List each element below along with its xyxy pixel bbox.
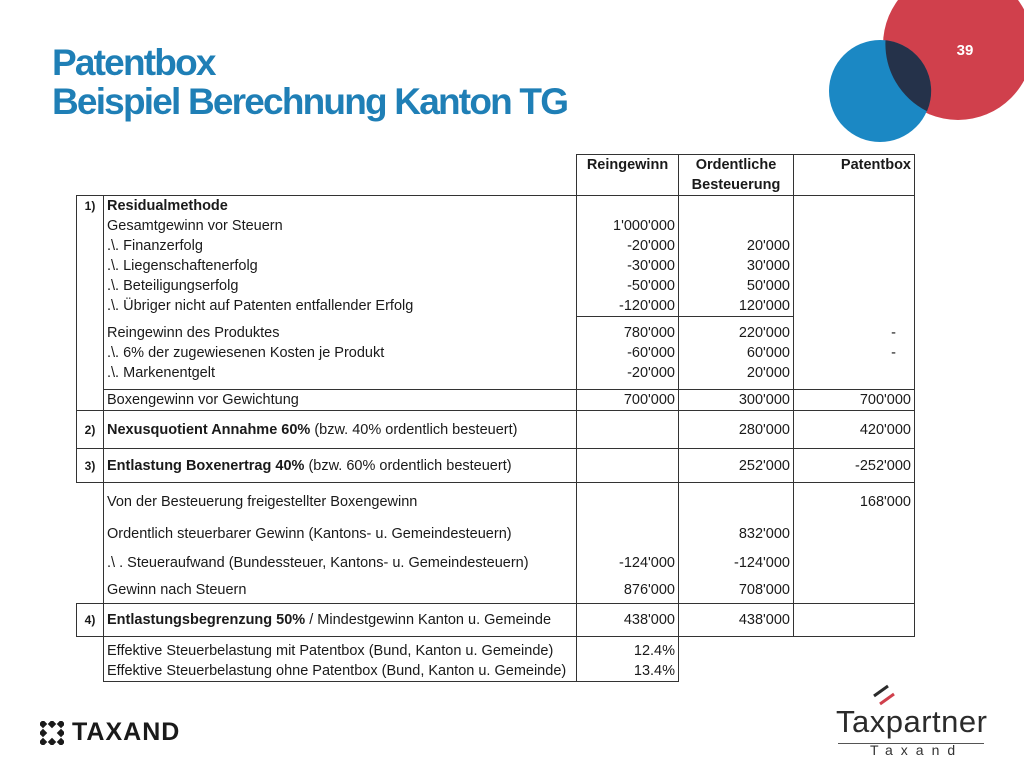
value-patentbox	[794, 216, 915, 236]
value-ordentlich: 832'000	[679, 521, 794, 548]
value-reingewinn: 438'000	[577, 604, 679, 637]
value-patentbox	[794, 236, 915, 256]
value-ordentlich: 20'000	[679, 363, 794, 383]
row-label: Gesamtgewinn vor Steuern	[104, 216, 577, 236]
value-ordentlich: 220'000	[679, 323, 794, 343]
value-patentbox	[794, 521, 915, 548]
header-ordentliche: Ordentliche	[679, 155, 794, 176]
value-ordentlich: 50'000	[679, 276, 794, 296]
section-number: 2)	[77, 411, 104, 449]
value-ordentlich: 280'000	[679, 411, 794, 449]
value-patentbox	[794, 296, 915, 317]
effective-row	[77, 661, 915, 681]
taxand-wordmark: TAXAND	[72, 718, 181, 746]
value-patentbox: -252'000	[794, 449, 915, 483]
value-reingewinn: -20'000	[577, 363, 679, 383]
value-ordentlich	[679, 483, 794, 521]
value-reingewinn	[577, 411, 679, 449]
value-reingewinn	[577, 483, 679, 521]
row-label: Boxengewinn vor Gewichtung	[104, 390, 577, 411]
row-label: Effektive Steuerbelastung mit Patentbox (Bund, Kanton u. Gemeinde)	[104, 641, 577, 661]
value-patentbox: -	[794, 343, 915, 363]
table-row	[77, 216, 915, 236]
value-ordentlich: 60'000	[679, 343, 794, 363]
table-row	[77, 363, 915, 383]
value-reingewinn	[577, 521, 679, 548]
table-row	[77, 323, 915, 343]
value-effective: 13.4%	[577, 661, 679, 681]
section-number: 1)	[77, 196, 104, 217]
table-row	[77, 276, 915, 296]
value-patentbox	[794, 604, 915, 637]
row-label: Gewinn nach Steuern	[104, 578, 577, 604]
value-reingewinn: 876'000	[577, 578, 679, 604]
page-title: Patentbox	[52, 42, 215, 83]
section-note: (bzw. 40% ordentlich besteuert)	[314, 421, 518, 438]
value-patentbox	[794, 578, 915, 604]
table-row	[77, 521, 915, 548]
section-4-row	[77, 604, 915, 637]
row-label: .\ . Steueraufwand (Bundessteuer, Kantons- u. Gemeindesteuern)	[104, 548, 577, 578]
value-reingewinn: -124'000	[577, 548, 679, 578]
section-3-row	[77, 449, 915, 483]
header-row	[77, 155, 915, 176]
value-reingewinn: -50'000	[577, 276, 679, 296]
value-ordentlich: 20'000	[679, 236, 794, 256]
row-label: .\. 6% der zugewiesenen Kosten je Produkt	[104, 343, 577, 363]
table-row	[77, 548, 915, 578]
section-note: / Mindestgewinn Kanton u. Gemeinde	[309, 612, 552, 628]
section-title: Entlastungsbegrenzung 50%	[107, 612, 306, 628]
calculation-table	[76, 154, 915, 682]
value-ordentlich: 438'000	[679, 604, 794, 637]
row-label: Reingewinn des Produktes	[104, 323, 577, 343]
header-row-2	[77, 175, 915, 196]
row-label: .\. Beteiligungserfolg	[104, 276, 577, 296]
value-reingewinn: 1'000'000	[577, 216, 679, 236]
section-number: 3)	[77, 449, 104, 483]
taxand-logo	[40, 718, 180, 747]
section-number: 4)	[77, 604, 104, 637]
value-ordentlich: 300'000	[679, 390, 794, 411]
row-label: .\. Markenentgelt	[104, 363, 577, 383]
page-number: 39	[956, 42, 974, 59]
value-ordentlich: -124'000	[679, 548, 794, 578]
section-title: Residualmethode	[104, 196, 577, 217]
value-reingewinn: 700'000	[577, 390, 679, 411]
table-row	[77, 343, 915, 363]
value-patentbox: 420'000	[794, 411, 915, 449]
value-reingewinn: -30'000	[577, 256, 679, 276]
table-row	[77, 296, 915, 317]
section-title: Nexusquotient Annahme 60%	[107, 421, 311, 438]
section-title: Entlastung Boxenertrag 40%	[107, 457, 305, 474]
row-label: .\. Übriger nicht auf Patenten entfallender Erfolg	[104, 296, 577, 317]
value-ordentlich: 252'000	[679, 449, 794, 483]
table-row	[77, 236, 915, 256]
page-subtitle: Beispiel Berechnung Kanton TG	[52, 81, 568, 122]
value-reingewinn	[577, 449, 679, 483]
value-reingewinn: -120'000	[577, 296, 679, 317]
table-row	[77, 256, 915, 276]
row-label: Ordentlich steuerbarer Gewinn (Kantons- u. Gemeindesteuern)	[104, 521, 577, 548]
header-reingewinn: Reingewinn	[577, 155, 679, 176]
value-patentbox	[794, 363, 915, 383]
value-effective: 12.4%	[577, 641, 679, 661]
row-label: .\. Liegenschaftenerfolg	[104, 256, 577, 276]
header-patentbox: Patentbox	[794, 155, 915, 176]
section-note: (bzw. 60% ordentlich besteuert)	[308, 457, 512, 474]
value-patentbox	[794, 256, 915, 276]
taxand-mark-icon	[40, 721, 64, 745]
value-ordentlich: 120'000	[679, 296, 794, 317]
value-reingewinn: -60'000	[577, 343, 679, 363]
effective-row	[77, 641, 915, 661]
table-row	[77, 578, 915, 604]
value-patentbox: 168'000	[794, 483, 915, 521]
value-ordentlich: 30'000	[679, 256, 794, 276]
value-patentbox: -	[794, 323, 915, 343]
value-patentbox	[794, 548, 915, 578]
value-ordentlich	[679, 216, 794, 236]
taxpartner-subline: Taxand	[870, 742, 964, 758]
value-patentbox	[794, 276, 915, 296]
table-row	[77, 390, 915, 411]
row-label: Von der Besteuerung freigestellter Boxengewinn	[104, 483, 577, 521]
taxpartner-wordmark: Taxpartner	[836, 704, 988, 739]
section-2-row	[77, 411, 915, 449]
header-besteuerung: Besteuerung	[679, 175, 794, 196]
value-reingewinn: 780'000	[577, 323, 679, 343]
row-label: Effektive Steuerbelastung ohne Patentbox (Bund, Kanton u. Gemeinde)	[104, 661, 577, 681]
value-patentbox: 700'000	[794, 390, 915, 411]
section-1-title-row	[77, 196, 915, 217]
row-label: .\. Finanzerfolg	[104, 236, 577, 256]
value-reingewinn: -20'000	[577, 236, 679, 256]
taxpartner-mark-icon	[870, 682, 910, 706]
table-row	[77, 483, 915, 521]
value-ordentlich: 708'000	[679, 578, 794, 604]
